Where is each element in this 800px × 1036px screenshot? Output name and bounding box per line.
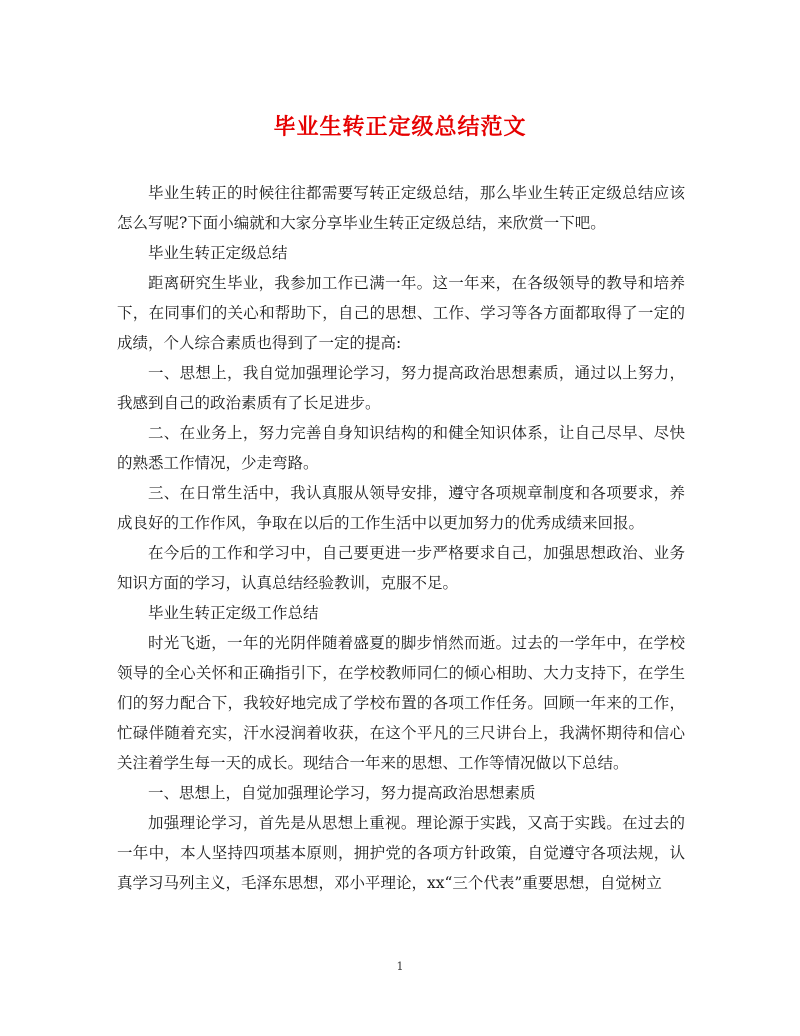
paragraph: 三、在日常生活中，我认真服从领导安排，遵守各项规章制度和各项要求，养成良好的工作作风，争取在以后的工作生活中以更加努力的优秀成绩来回报。 <box>117 484 685 532</box>
section-heading-2: 毕业生转正定级工作总结 <box>148 604 319 622</box>
document-body <box>117 178 685 898</box>
paragraph: 距离研究生毕业，我参加工作已满一年。这一年来，在各级领导的教导和培养下，在同事们的关心和帮助下，自己的思想、工作、学习等各方面都取得了一定的成绩，个人综合素质也得到了一定的提高: <box>117 274 685 352</box>
document-title: 毕业生转正定级总结范文 <box>273 115 527 140</box>
paragraph: 二、在业务上，努力完善自身知识结构的和健全知识体系，让自己尽早、尽快的熟悉工作情况，少走弯路。 <box>117 424 685 472</box>
paragraph: 在今后的工作和学习中，自己要更进一步严格要求自己，加强思想政治、业务知识方面的学习，认真总结经验教训，克服不足。 <box>117 544 685 592</box>
paragraph: 加强理论学习，首先是从思想上重视。理论源于实践，又高于实践。在过去的一年中，本人坚持四项基本原则，拥护党的各项方针政策，自觉遵守各项法规，认真学习马列主义，毛泽东思想，邓小平理论，xx“三个代表”重要思想，自觉树立 <box>117 814 685 892</box>
paragraph: 时光飞逝，一年的光阴伴随着盛夏的脚步悄然而逝。过去的一学年中，在学校领导的全心关怀和正确指引下，在学校教师同仁的倾心相助、大力支持下，在学生们的努力配合下，我较好地完成了学校布置的各项工作任务。回顾一年来的工作，忙碌伴随着充实，汗水浸润着收获，在这个平凡的三尺讲台上，我满怀期待和信心关注着学生每一天的成长。现结合一年来的思想、工作等情况做以下总结。 <box>117 634 685 772</box>
paragraph: 一、思想上，自觉加强理论学习，努力提高政治思想素质 <box>148 784 536 802</box>
section-heading-1: 毕业生转正定级总结 <box>148 244 288 262</box>
paragraph-intro: 毕业生转正的时候往往都需要写转正定级总结，那么毕业生转正定级总结应该怎么写呢?下面小编就和大家分享毕业生转正定级总结，来欣赏一下吧。 <box>117 184 685 232</box>
page-number: 1 <box>396 960 404 973</box>
paragraph: 一、思想上，我自觉加强理论学习，努力提高政治思想素质，通过以上努力，我感到自己的政治素质有了长足进步。 <box>117 364 685 412</box>
